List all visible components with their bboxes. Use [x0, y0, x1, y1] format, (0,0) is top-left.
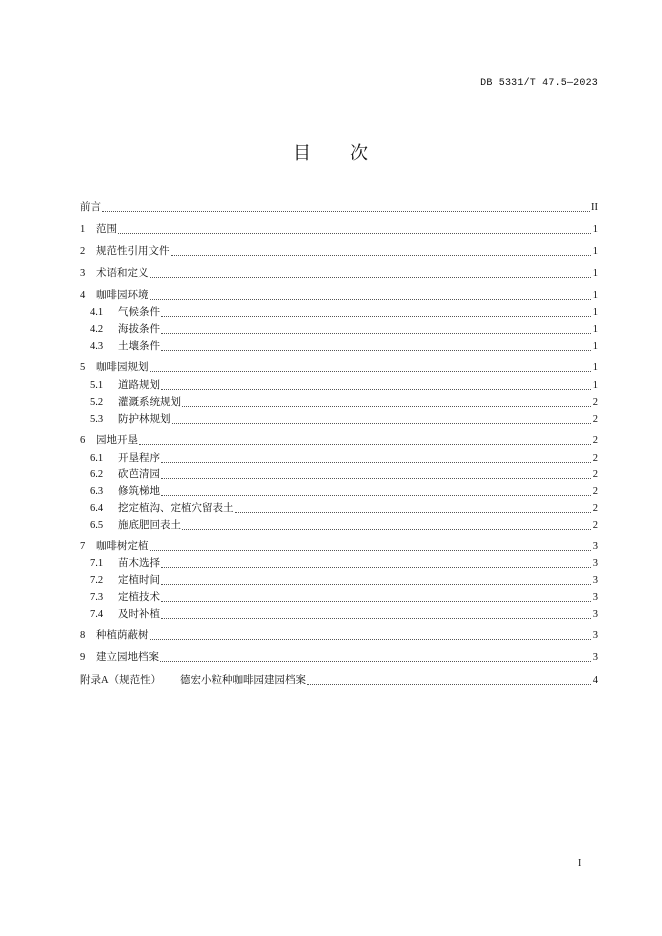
dot-leader [150, 299, 592, 300]
toc-entry-page: 1 [592, 380, 598, 391]
toc-entry-page: 2 [592, 486, 598, 497]
toc-entry [80, 651, 598, 665]
toc-entry-title: 建立园地档案 [96, 652, 159, 663]
toc-entry [80, 267, 598, 281]
toc-entry [80, 452, 598, 466]
toc-entry-page: 3 [592, 630, 598, 641]
toc-entry-page: 3 [592, 609, 598, 620]
toc-entry-title: 术语和定义 [96, 268, 149, 279]
toc-entry-title: 开垦程序 [118, 453, 160, 464]
dot-leader [235, 512, 592, 513]
toc-entry-page: 3 [592, 652, 598, 663]
toc-entry [80, 245, 598, 259]
dot-leader [150, 639, 592, 640]
toc-entry-number: 6.5 [90, 520, 104, 531]
dot-leader [161, 389, 591, 390]
toc-entry-page: 2 [592, 414, 598, 425]
dot-leader [161, 495, 591, 496]
toc-entry-number: 4.2 [90, 324, 104, 335]
toc-entry [80, 519, 598, 533]
toc-entry-page: 2 [592, 503, 598, 514]
toc-entry-title: 土壤条件 [118, 341, 160, 352]
toc-entry [80, 591, 598, 605]
page-title: 目 次 [293, 143, 369, 163]
dot-leader [161, 567, 591, 568]
toc-entry [80, 413, 598, 427]
toc-entry [80, 361, 598, 375]
dot-leader [150, 277, 592, 278]
toc-entry [80, 557, 598, 571]
dot-leader [150, 371, 592, 372]
toc-entry-title: 咖啡园规划 [96, 362, 149, 373]
toc-entry-title: 砍芭清园 [118, 469, 160, 480]
dot-leader [161, 618, 591, 619]
toc-entry-page: 2 [592, 435, 598, 446]
toc-entry-title: 海拔条件 [118, 324, 160, 335]
toc-entry [80, 629, 598, 643]
toc-entry-title: 定植技术 [118, 592, 160, 603]
toc-entry-number: 6.2 [90, 469, 104, 480]
toc-entry-title: 前言 [80, 202, 101, 213]
toc-entry [80, 434, 598, 448]
toc-entry-page: 2 [592, 520, 598, 531]
dot-leader [172, 423, 592, 424]
toc-entry-number: 附录A（规范性） [80, 675, 162, 686]
toc-entry-page: 2 [592, 453, 598, 464]
toc-entry-title: 气候条件 [118, 307, 160, 318]
dot-leader [171, 255, 592, 256]
toc-entry-number: 5.3 [90, 414, 104, 425]
toc-entry-page: 1 [592, 246, 598, 257]
toc-entry-page: 3 [592, 575, 598, 586]
toc-entry-page: 1 [592, 268, 598, 279]
toc-entry-page: 1 [592, 307, 598, 318]
toc-entry-number: 6.4 [90, 503, 104, 514]
toc-entry-page: 1 [592, 362, 598, 373]
toc-entry-title: 防护林规划 [118, 414, 171, 425]
toc-entry-title: 修筑梯地 [118, 486, 160, 497]
toc-entry-number: 4.1 [90, 307, 104, 318]
toc-entry-page: 2 [592, 397, 598, 408]
toc-entry-title: 道路规划 [118, 380, 160, 391]
dot-leader [182, 406, 591, 407]
toc-entry [80, 340, 598, 354]
toc-entry [80, 502, 598, 516]
toc-entry-title: 咖啡园环境 [96, 290, 149, 301]
toc-entry-title: 施底肥回表土 [118, 520, 181, 531]
toc-entry-number: 9 [80, 652, 86, 663]
toc-entry-number: 7.3 [90, 592, 104, 603]
toc-entry-page: 1 [592, 290, 598, 301]
dot-leader [161, 333, 591, 334]
toc-entry-number: 7.2 [90, 575, 104, 586]
toc-entry [80, 306, 598, 320]
dot-leader [102, 211, 590, 212]
toc-entry-title: 规范性引用文件 [96, 246, 170, 257]
toc-entry [80, 608, 598, 622]
toc-entry-title: 种植荫蔽树 [96, 630, 149, 641]
toc-entry-title: 苗木选择 [118, 558, 160, 569]
dot-leader [150, 550, 592, 551]
toc-entry-title: 园地开垦 [96, 435, 138, 446]
dot-leader [182, 529, 591, 530]
toc-entry-number: 7.4 [90, 609, 104, 620]
toc-entry [80, 674, 598, 688]
toc-entry [80, 540, 598, 554]
dot-leader [160, 661, 591, 662]
page-number: I [578, 858, 582, 869]
dot-leader [161, 350, 591, 351]
toc-entry-title: 灌溉系统规划 [118, 397, 181, 408]
toc-entry-number: 5 [80, 362, 86, 373]
dot-leader [118, 233, 591, 234]
toc-entry-title: 德宏小粒种咖啡园建园档案 [180, 675, 306, 686]
toc-entry [80, 396, 598, 410]
toc-entry-title: 定植时间 [118, 575, 160, 586]
toc-entry-page: 1 [592, 324, 598, 335]
toc-entry-page: II [591, 202, 598, 213]
toc-entry-page: 3 [592, 558, 598, 569]
toc-entry-page: 3 [592, 592, 598, 603]
toc-entry-number: 4.3 [90, 341, 104, 352]
toc-entry-page: 1 [592, 341, 598, 352]
toc-entry-number: 8 [80, 630, 86, 641]
toc-entry-page: 2 [592, 469, 598, 480]
toc-entry-number: 7 [80, 541, 86, 552]
toc-entry-page: 1 [592, 224, 598, 235]
toc-entry-title: 范围 [96, 224, 117, 235]
toc-entry [80, 201, 598, 215]
dot-leader [139, 444, 591, 445]
toc-entry-number: 3 [80, 268, 86, 279]
dot-leader [161, 316, 591, 317]
toc-entry-number: 6.3 [90, 486, 104, 497]
toc-entry-title: 及时补植 [118, 609, 160, 620]
dot-leader [161, 601, 591, 602]
dot-leader [161, 462, 591, 463]
dot-leader [161, 478, 591, 479]
toc-entry-title: 挖定植沟、定植穴留表土 [118, 503, 234, 514]
toc-entry [80, 223, 598, 237]
toc-entry [80, 323, 598, 337]
toc-entry [80, 574, 598, 588]
dot-leader [307, 684, 591, 685]
toc-entry-number: 7.1 [90, 558, 104, 569]
toc-entry [80, 379, 598, 393]
toc-entry-page: 4 [592, 675, 598, 686]
toc-entry-number: 5.2 [90, 397, 104, 408]
toc-entry [80, 485, 598, 499]
toc-entry-page: 3 [592, 541, 598, 552]
toc-entry-number: 2 [80, 246, 86, 257]
toc-entry-number: 1 [80, 224, 86, 235]
toc-entry-title: 咖啡树定植 [96, 541, 149, 552]
toc-entry-number: 6.1 [90, 453, 104, 464]
toc-entry [80, 289, 598, 303]
dot-leader [161, 584, 591, 585]
toc-entry-number: 5.1 [90, 380, 104, 391]
toc-entry-number: 4 [80, 290, 86, 301]
toc-entry-number: 6 [80, 435, 86, 446]
toc-entry [80, 468, 598, 482]
document-code: DB 5331/T 47.5—2023 [480, 78, 598, 89]
